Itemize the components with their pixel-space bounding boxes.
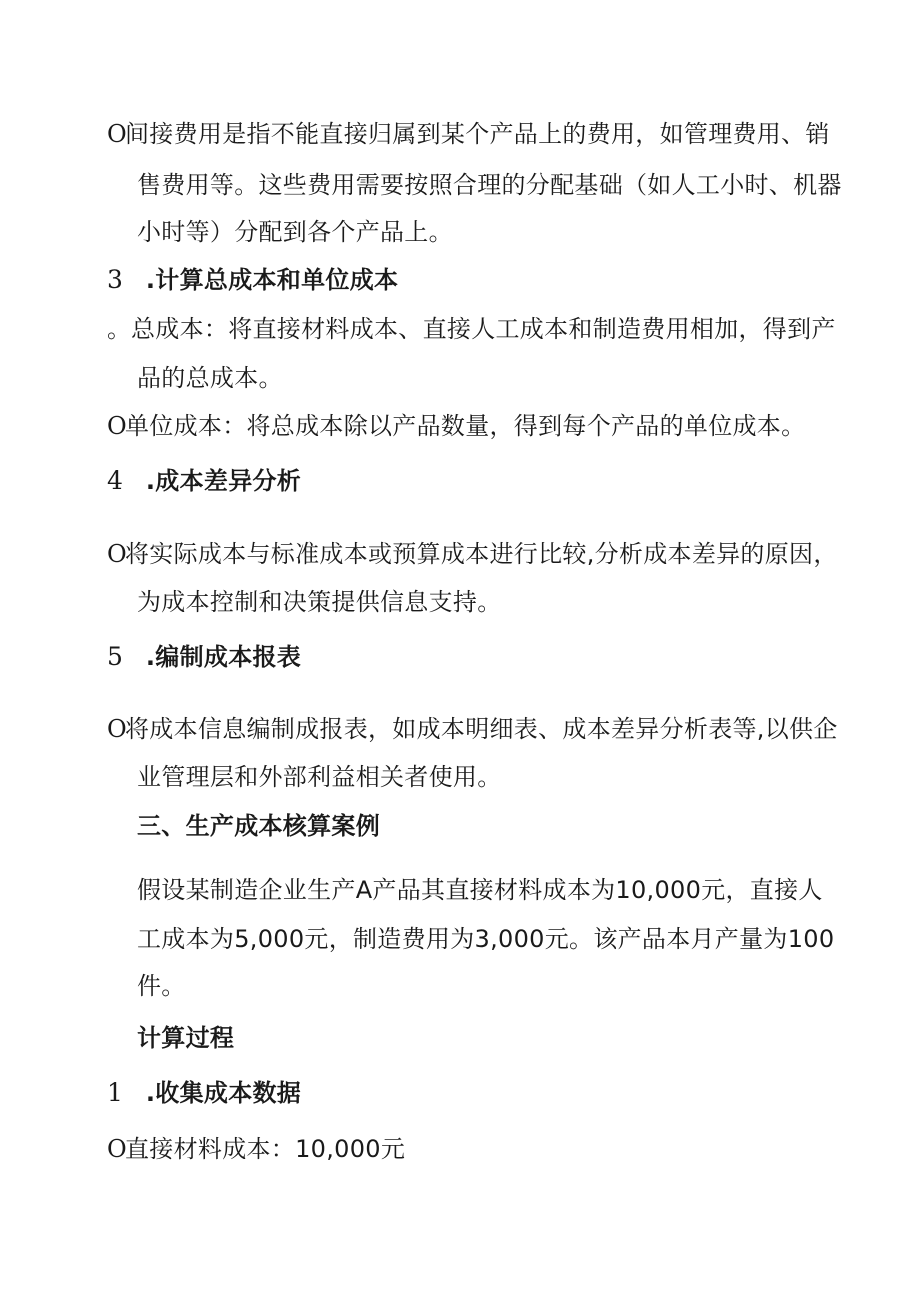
- paragraph-line: 件。: [137, 972, 186, 1000]
- heading-number: 4: [107, 466, 124, 495]
- heading-text: .成本差异分析: [145, 467, 302, 495]
- bullet-line: 品的总成本。: [137, 364, 283, 392]
- section-heading: [107, 264, 398, 296]
- section-heading: [107, 465, 301, 497]
- bullet-line: 将实际成本与标准成本或预算成本进行比较,分析成本差异的原因，: [125, 540, 838, 568]
- heading-number: 5: [107, 642, 124, 671]
- section-heading: [107, 641, 301, 673]
- heading-number: 1: [107, 1078, 124, 1107]
- bullet-marker: O: [107, 120, 127, 148]
- bullet-marker: O: [107, 412, 127, 440]
- bullet-line: 单位成本：将总成本除以产品数量，得到每个产品的单位成本。: [125, 412, 806, 440]
- heading-text: .编制成本报表: [145, 643, 302, 671]
- heading-text: .计算总成本和单位成本: [145, 266, 399, 294]
- bullet-line: 为成本控制和决策提供信息支持。: [137, 588, 502, 616]
- section-title: 计算过程: [137, 1024, 235, 1052]
- bullet-line: 业管理层和外部利益相关者使用。: [137, 763, 502, 791]
- bullet-marker: O: [107, 715, 127, 743]
- bullet-marker: O: [107, 540, 127, 568]
- bullet-marker: 。: [107, 315, 132, 343]
- paragraph-line: 假设某制造企业生产A产品其直接材料成本为10,000元，直接人: [137, 876, 823, 904]
- bullet-line: 将成本信息编制成报表，如成本明细表、成本差异分析表等,以供企: [125, 715, 838, 743]
- bullet-line: 间接费用是指不能直接归属到某个产品上的费用，如管理费用、销: [125, 120, 830, 148]
- bullet-line: 售费用等。这些费用需要按照合理的分配基础（如人工小时、机器: [137, 171, 842, 199]
- heading-number: 3: [107, 265, 124, 294]
- paragraph-line: 工成本为5,000元，制造费用为3,000元。该产品本月产量为100: [137, 925, 835, 953]
- section-title: 三、生产成本核算案例: [137, 812, 380, 840]
- bullet-line: 总成本：将直接材料成本、直接人工成本和制造费用相加，得到产: [131, 315, 836, 343]
- bullet-line: 小时等）分配到各个产品上。: [137, 218, 453, 246]
- section-heading: [107, 1077, 301, 1109]
- heading-text: .收集成本数据: [145, 1079, 302, 1107]
- bullet-line: 直接材料成本：10,000元: [125, 1135, 406, 1163]
- bullet-marker: O: [107, 1135, 127, 1163]
